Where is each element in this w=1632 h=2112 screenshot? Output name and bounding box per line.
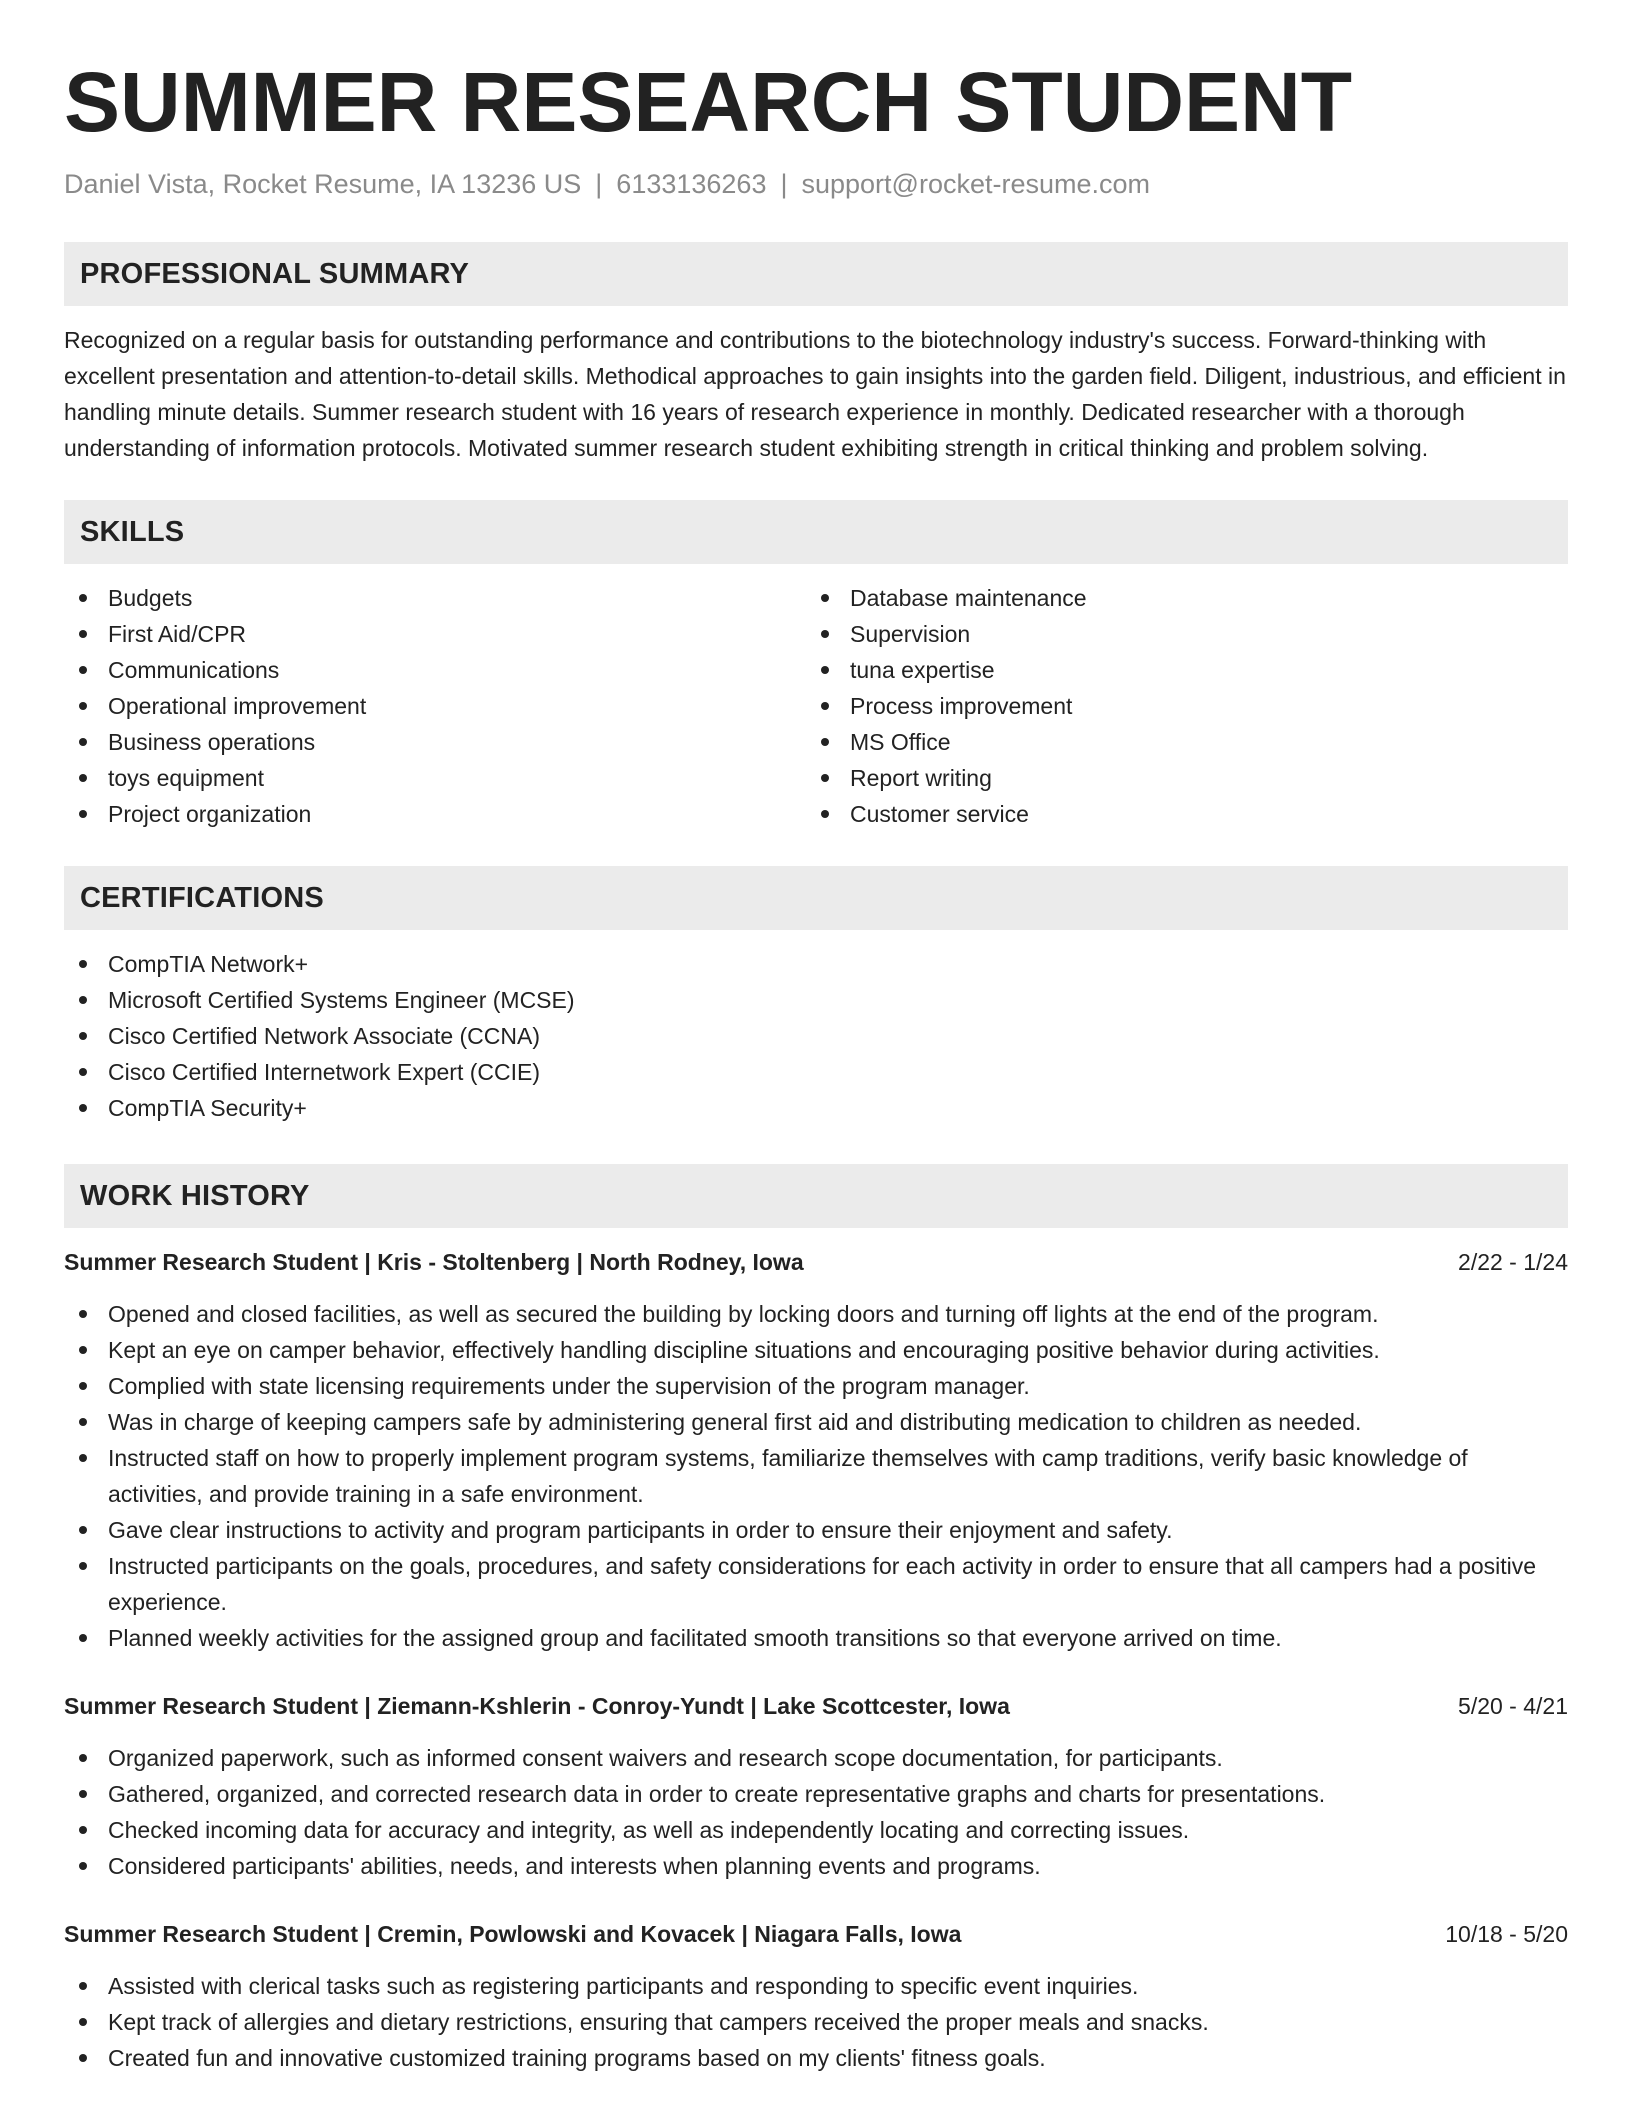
job-duty-item: Considered participants' abilities, needs, and interests when planning events and programs.: [64, 1848, 1568, 1884]
job-duty-item: Created fun and innovative customized training programs based on my clients' fitness goals.: [64, 2040, 1568, 2076]
contact-phone: 6133136263: [616, 169, 767, 199]
job-entry: [64, 1688, 1568, 1884]
bullet-icon: [79, 1382, 87, 1390]
bullet-icon: [79, 1454, 87, 1462]
bullet-icon: [79, 594, 87, 602]
job-duty-item: Kept an eye on camper behavior, effectively handling discipline situations and encouraging positive behavior during activities.: [64, 1332, 1568, 1368]
section-heading-work-history: WORK HISTORY: [64, 1164, 1568, 1228]
skill-item: tuna expertise: [806, 652, 1548, 688]
bullet-icon: [821, 738, 829, 746]
skills-grid: [64, 580, 1568, 832]
bullet-icon: [821, 702, 829, 710]
job-duty-item: Complied with state licensing requirements under the supervision of the program manager.: [64, 1368, 1568, 1404]
bullet-icon: [79, 1790, 87, 1798]
bullet-icon: [79, 1310, 87, 1318]
skill-item: First Aid/CPR: [64, 616, 806, 652]
bullet-icon: [821, 594, 829, 602]
skill-item: Report writing: [806, 760, 1548, 796]
bullet-icon: [79, 2018, 87, 2026]
contact-address: Daniel Vista, Rocket Resume, IA 13236 US: [64, 169, 582, 199]
bullet-icon: [79, 810, 87, 818]
section-heading-certifications: CERTIFICATIONS: [64, 866, 1568, 930]
bullet-icon: [79, 1754, 87, 1762]
skill-item: Communications: [64, 652, 806, 688]
certification-item: Cisco Certified Network Associate (CCNA): [64, 1018, 1568, 1054]
job-duty-item: Was in charge of keeping campers safe by administering general first aid and distributing medication to children as needed.: [64, 1404, 1568, 1440]
bullet-icon: [79, 2054, 87, 2062]
contact-line: [64, 166, 1568, 202]
job-duty-item: Checked incoming data for accuracy and integrity, as well as independently locating and correcting issues.: [64, 1812, 1568, 1848]
skill-item: Customer service: [806, 796, 1548, 832]
job-duty-item: Opened and closed facilities, as well as secured the building by locking doors and turning off lights at the end of the program.: [64, 1296, 1568, 1332]
bullet-icon: [79, 960, 87, 968]
job-dates: 10/18 - 5/20: [1445, 1921, 1568, 1947]
contact-email: support@rocket-resume.com: [801, 169, 1151, 199]
bullet-icon: [79, 1032, 87, 1040]
certification-item: CompTIA Security+: [64, 1090, 1568, 1126]
bullet-icon: [79, 1346, 87, 1354]
job-duty-item: Instructed participants on the goals, procedures, and safety considerations for each activity in order to ensure that all campers had a positive experience.: [64, 1548, 1568, 1620]
bullet-icon: [79, 1826, 87, 1834]
bullet-icon: [821, 630, 829, 638]
section-heading-summary: PROFESSIONAL SUMMARY: [64, 242, 1568, 306]
skill-item: Database maintenance: [806, 580, 1548, 616]
job-entry: [64, 1916, 1568, 2076]
bullet-icon: [79, 630, 87, 638]
certification-item: Microsoft Certified Systems Engineer (MCSE): [64, 982, 1568, 1018]
job-title: Summer Research Student | Ziemann-Kshlerin - Conroy-Yundt | Lake Scottcester, Iowa: [64, 1693, 1010, 1719]
bullet-icon: [821, 666, 829, 674]
skills-column-right: [806, 580, 1548, 832]
job-duty-item: Kept track of allergies and dietary restrictions, ensuring that campers received the proper meals and snacks.: [64, 2004, 1568, 2040]
skill-item: Business operations: [64, 724, 806, 760]
bullet-icon: [79, 996, 87, 1004]
bullet-icon: [79, 1068, 87, 1076]
job-duties-list: [64, 1968, 1568, 2076]
bullet-icon: [79, 738, 87, 746]
section-heading-skills: SKILLS: [64, 500, 1568, 564]
job-duty-item: Gathered, organized, and corrected research data in order to create representative graphs and charts for presentations.: [64, 1776, 1568, 1812]
bullet-icon: [79, 1562, 87, 1570]
job-header: [64, 1688, 1568, 1724]
skill-item: Budgets: [64, 580, 806, 616]
bullet-icon: [79, 1982, 87, 1990]
contact-separator: |: [780, 169, 788, 199]
skill-item: Operational improvement: [64, 688, 806, 724]
job-dates: 2/22 - 1/24: [1458, 1249, 1568, 1275]
bullet-icon: [79, 666, 87, 674]
job-duty-item: Instructed staff on how to properly implement program systems, familiarize themselves with camp traditions, verify basic knowledge of activities, and provide training in a safe environment.: [64, 1440, 1568, 1512]
job-duty-item: Gave clear instructions to activity and program participants in order to ensure their enjoyment and safety.: [64, 1512, 1568, 1548]
bullet-icon: [79, 774, 87, 782]
job-duty-item: Planned weekly activities for the assigned group and facilitated smooth transitions so that everyone arrived on time.: [64, 1620, 1568, 1656]
bullet-icon: [821, 810, 829, 818]
skill-item: Project organization: [64, 796, 806, 832]
job-header: [64, 1244, 1568, 1280]
job-header: [64, 1916, 1568, 1952]
bullet-icon: [79, 1526, 87, 1534]
summary-text: Recognized on a regular basis for outstanding performance and contributions to the biotechnology industry's success. Forward-thinking with excellent presentation and attention-to-detail skills. Methodical approaches to gain insights into the garden field. Diligent, industrious, and efficient in handling minute details. Summer research student with 16 years of research experience in monthly. Dedicated researcher with a thorough understanding of information protocols. Motivated summer research student exhibiting strength in critical thinking and problem solving.: [64, 327, 1566, 461]
bullet-icon: [79, 702, 87, 710]
job-duty-item: Assisted with clerical tasks such as registering participants and responding to specific event inquiries.: [64, 1968, 1568, 2004]
job-title: Summer Research Student | Cremin, Powlowski and Kovacek | Niagara Falls, Iowa: [64, 1921, 962, 1947]
job-duties-list: [64, 1296, 1568, 1656]
skill-item: toys equipment: [64, 760, 806, 796]
bullet-icon: [821, 774, 829, 782]
certification-item: CompTIA Network+: [64, 946, 1568, 982]
skills-column-left: [64, 580, 806, 832]
bullet-icon: [79, 1418, 87, 1426]
job-duty-item: Organized paperwork, such as informed consent waivers and research scope documentation, for participants.: [64, 1740, 1568, 1776]
resume-page: [64, 52, 1568, 2076]
bullet-icon: [79, 1862, 87, 1870]
contact-separator: |: [595, 169, 603, 199]
skill-item: Supervision: [806, 616, 1548, 652]
job-entry: [64, 1244, 1568, 1656]
certification-item: Cisco Certified Internetwork Expert (CCIE): [64, 1054, 1568, 1090]
job-dates: 5/20 - 4/21: [1458, 1693, 1568, 1719]
skill-item: Process improvement: [806, 688, 1548, 724]
job-duties-list: [64, 1740, 1568, 1884]
certifications-list: [64, 946, 1568, 1126]
bullet-icon: [79, 1104, 87, 1112]
resume-title: SUMMER RESEARCH STUDENT: [64, 55, 1353, 149]
skill-item: MS Office: [806, 724, 1548, 760]
bullet-icon: [79, 1634, 87, 1642]
job-title: Summer Research Student | Kris - Stoltenberg | North Rodney, Iowa: [64, 1249, 804, 1275]
